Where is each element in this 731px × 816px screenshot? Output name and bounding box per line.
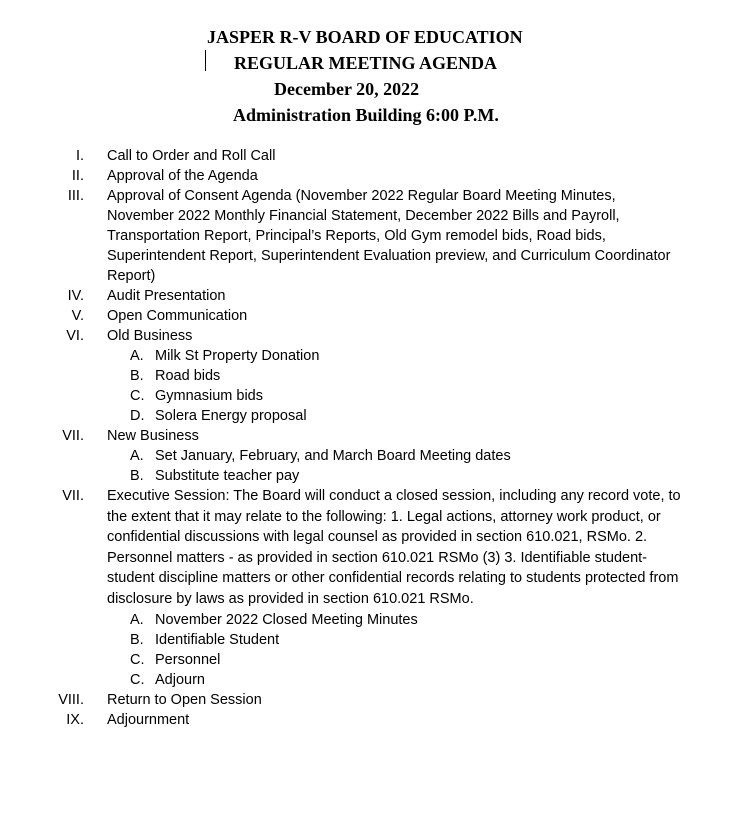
sub-text: Gymnasium bids: [155, 388, 263, 404]
item-number: VII.: [62, 488, 84, 504]
agenda-title: REGULAR MEETING AGENDA: [234, 53, 498, 73]
item-text: Open Communication: [107, 308, 248, 324]
sub-letter: B.: [130, 468, 144, 484]
agenda-item: [0, 306, 731, 326]
agenda-item: [0, 690, 731, 710]
sub-item: [0, 630, 731, 650]
item-text: New Business: [107, 428, 199, 444]
item-text: Approval of the Agenda: [107, 168, 258, 184]
sub-letter: B.: [130, 368, 144, 384]
sub-text: November 2022 Closed Meeting Minutes: [155, 611, 418, 628]
item-text: Call to Order and Roll Call: [107, 148, 276, 164]
item-text: Audit Presentation: [107, 288, 226, 304]
sub-letter: A.: [130, 611, 144, 628]
agenda-item: [0, 326, 731, 346]
item-text: Return to Open Session: [107, 691, 262, 708]
item-text: Approval of Consent Agenda (November 2022 Regular Board Meeting Minutes, November 2022 Monthly Financial Statement, December 2022 Bills and Payroll, Transportation Report, Principal’s Reports, Old Gym remodel bids, Road bids, Superintendent Report, Superintendent Evaluation preview, and Curriculum Coordinator Report): [107, 188, 671, 284]
item-number: IV.: [67, 288, 84, 304]
agenda-list: [0, 146, 731, 730]
sub-item: [0, 670, 731, 690]
sub-item: [0, 346, 731, 366]
sub-letter: C.: [130, 651, 145, 668]
text-cursor: [205, 50, 206, 71]
sub-text: Set January, February, and March Board Meeting dates: [155, 448, 511, 464]
sub-item: [0, 386, 731, 406]
agenda-item: [0, 710, 731, 730]
item-text: Executive Session: The Board will conduct a closed session, including any record vote, to the extent that it may relate to the following: 1. Legal actions, attorney work product, or confidential discussions with legal counsel as provided in section 610.021, RSMo. 2. Personnel matters - as provided in section 610.021 RSMo (3) 3. Identifiable student-student discipline matters or other confidential records relating to students protected from disclosure by laws as provided in section 610.021 RSMo.: [107, 488, 681, 607]
sub-letter: C.: [130, 671, 145, 688]
sub-item: [0, 366, 731, 386]
item-number: VI.: [66, 328, 84, 344]
item-number: II.: [71, 168, 84, 184]
sub-letter: A.: [130, 348, 144, 364]
sub-text: Solera Energy proposal: [155, 408, 307, 424]
sub-text: Personnel: [155, 651, 221, 668]
sub-letter: D.: [130, 408, 145, 424]
agenda-item: [0, 166, 731, 186]
sub-item: [0, 446, 731, 466]
agenda-item: [0, 146, 731, 166]
item-text: Old Business: [107, 328, 193, 344]
item-number: VII.: [62, 428, 84, 444]
sub-letter: B.: [130, 631, 144, 648]
item-number: VIII.: [58, 691, 84, 708]
board-title: JASPER R-V BOARD OF EDUCATION: [207, 27, 523, 47]
item-number: V.: [71, 308, 84, 324]
sub-letter: C.: [130, 388, 145, 404]
sub-item: [0, 406, 731, 426]
sub-letter: A.: [130, 448, 144, 464]
agenda-item: [0, 186, 731, 286]
agenda-item: [0, 426, 731, 446]
sub-item: [0, 466, 731, 486]
sub-text: Adjourn: [155, 671, 205, 688]
meeting-date: December 20, 2022: [274, 79, 420, 99]
sub-item: [0, 650, 731, 670]
meeting-location-time: Administration Building 6:00 P.M.: [233, 105, 499, 125]
agenda-item: [0, 486, 731, 610]
item-number: III.: [67, 188, 84, 204]
item-number: I.: [75, 148, 84, 164]
sub-item: [0, 610, 731, 630]
item-number: IX.: [66, 711, 84, 728]
sub-text: Identifiable Student: [155, 631, 280, 648]
sub-text: Substitute teacher pay: [155, 468, 300, 484]
agenda-item: [0, 286, 731, 306]
sub-text: Road bids: [155, 368, 221, 384]
sub-text: Milk St Property Donation: [155, 348, 320, 364]
item-text: Adjournment: [107, 711, 190, 728]
